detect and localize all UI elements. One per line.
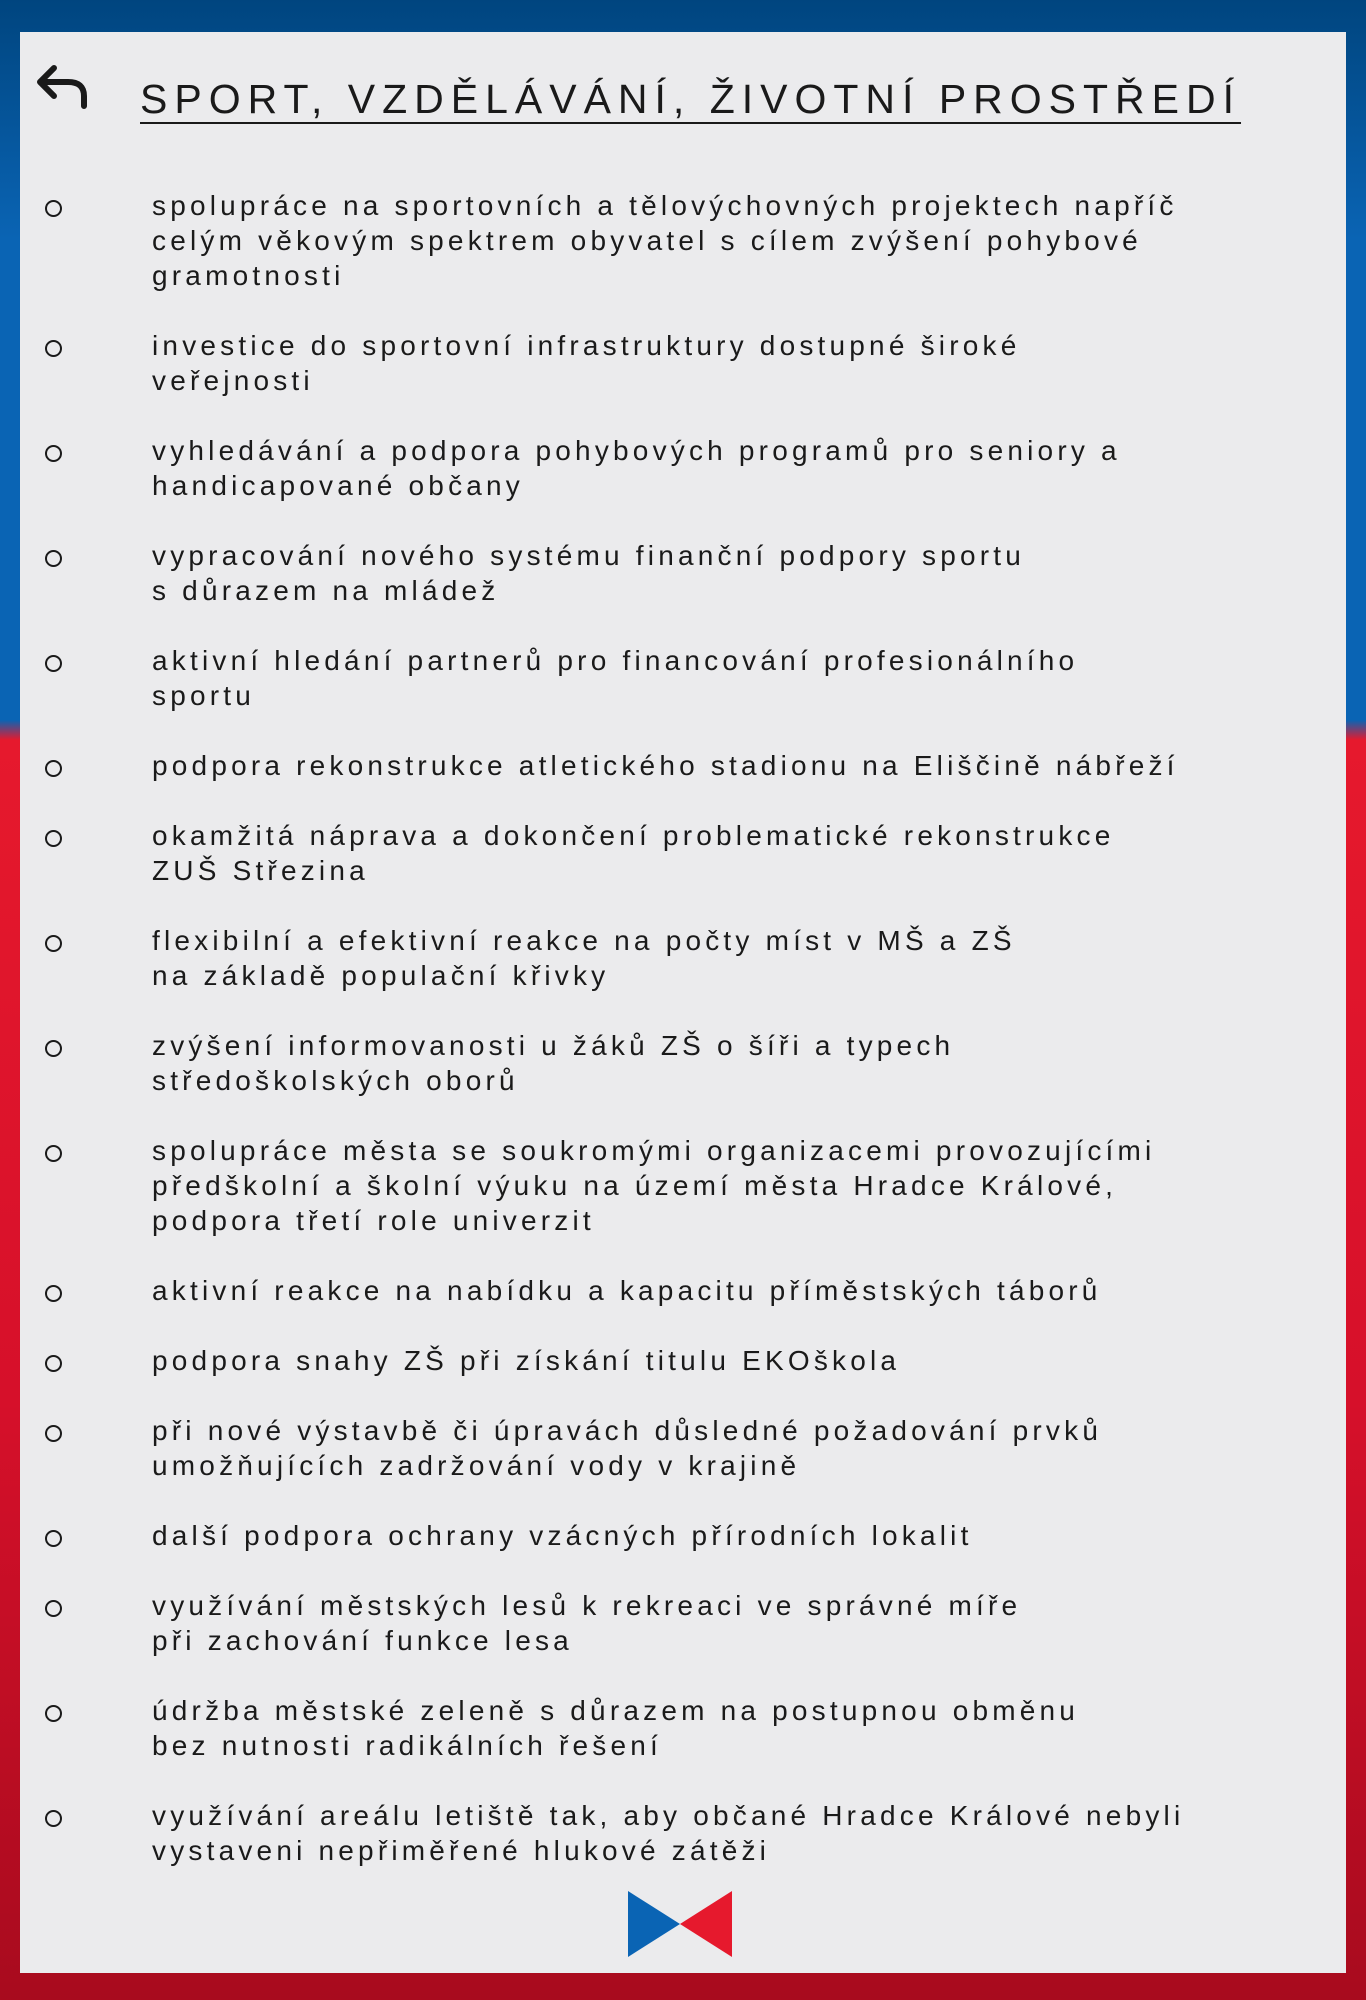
list-item-text: okamžitá náprava a dokončení problematické rekonstrukce ZUŠ Střezina [152, 820, 1115, 886]
circle-bullet-icon [45, 1285, 62, 1302]
circle-bullet-icon [45, 340, 62, 357]
bullet-list [20, 32, 1346, 1973]
circle-bullet-icon [45, 1530, 62, 1547]
list-item-text: při nové výstavbě či úpravách důsledné požadování prvků umožňujících zadržování vody v krajině [152, 1415, 1103, 1481]
list-item-text: vypracování nového systému finanční podpory sportu s důrazem na mládež [152, 540, 1026, 606]
list-item-text: další podpora ochrany vzácných přírodních lokalit [152, 1520, 973, 1551]
list-item-text: zvýšení informovanosti u žáků ZŠ o šíři a typech středoškolských oborů [152, 1030, 955, 1096]
circle-bullet-icon [45, 830, 62, 847]
list-item-text: využívání areálu letiště tak, aby občané Hradce Králové nebyli vystaveni nepřiměřené hlukové zátěži [152, 1800, 1185, 1866]
list-item-text: flexibilní a efektivní reakce na počty míst v MŠ a ZŠ na základě populační křivky [152, 925, 1016, 991]
circle-bullet-icon [45, 1810, 62, 1827]
circle-bullet-icon [45, 1040, 62, 1057]
circle-bullet-icon [45, 1145, 62, 1162]
circle-bullet-icon [45, 1600, 62, 1617]
circle-bullet-icon [45, 655, 62, 672]
list-item-text: podpora rekonstrukce atletického stadionu na Eliščině nábřeží [152, 750, 1179, 781]
circle-bullet-icon [45, 200, 62, 217]
list-item-text: aktivní reakce na nabídku a kapacitu příměstských táborů [152, 1275, 1102, 1306]
list-item-text: vyhledávání a podpora pohybových programů pro seniory a handicapované občany [152, 435, 1121, 501]
circle-bullet-icon [45, 1355, 62, 1372]
circle-bullet-icon [45, 1425, 62, 1442]
flag-logo-icon [626, 1889, 734, 1959]
list-item-text: investice do sportovní infrastruktury dostupné široké veřejnosti [152, 330, 1021, 396]
circle-bullet-icon [45, 445, 62, 462]
list-item-text: využívání městských lesů k rekreaci ve správné míře při zachování funkce lesa [152, 1590, 1022, 1656]
list-item-text: aktivní hledání partnerů pro financování profesionálního sportu [152, 645, 1079, 711]
list-item-text: spolupráce města se soukromými organizacemi provozujícími předškolní a školní výuku na území města Hradce Králové, podpora třetí role univerzit [152, 1135, 1156, 1236]
circle-bullet-icon [45, 935, 62, 952]
page-title: SPORT, VZDĚLÁVÁNÍ, ŽIVOTNÍ PROSTŘEDÍ [140, 76, 1242, 122]
circle-bullet-icon [45, 760, 62, 777]
content-card [20, 32, 1346, 1973]
circle-bullet-icon [45, 1705, 62, 1722]
circle-bullet-icon [45, 550, 62, 567]
list-item-text: spolupráce na sportovních a tělovýchovných projektech napříč celým věkovým spektrem obyvatel s cílem zvýšení pohybové gramotnosti [152, 190, 1178, 291]
list-item-text: údržba městské zeleně s důrazem na postupnou obměnu bez nutnosti radikálních řešení [152, 1695, 1080, 1761]
list-item-text: podpora snahy ZŠ při získání titulu EKOškola [152, 1345, 901, 1376]
